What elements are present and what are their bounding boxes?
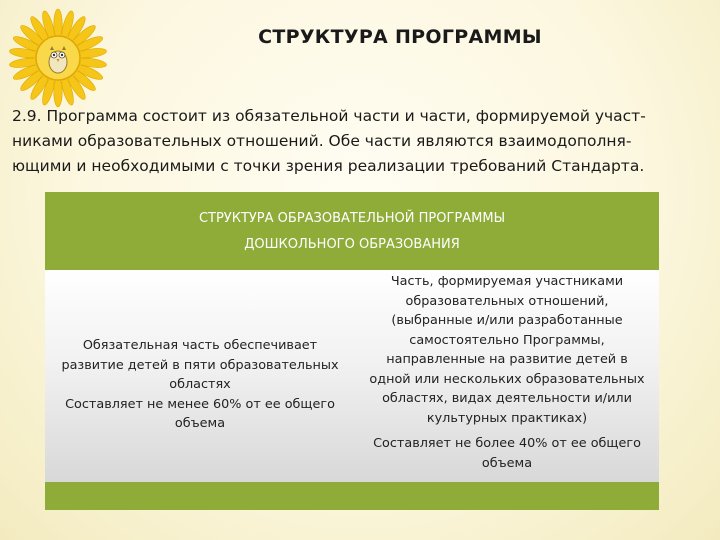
table-body [45,270,659,482]
cell-line: (выбранные и/или разработанные [391,313,623,328]
cell-line: культурных практиках) [426,410,588,426]
cell-line: объема [481,455,533,471]
paragraph-line: ющими и необходимыми с точки зрения реализации требований Стандарта. [12,157,645,175]
paragraph-line: 2.9. Программа состоит из обязательной части и части, формируемой участ- [12,107,646,125]
cell-line: областях [169,377,231,392]
paragraph-line: никами образовательных отношений. Обе части являются взаимодополня- [12,132,632,150]
sun-owl-logo [8,8,108,108]
table-footer-bar [45,482,659,510]
mandatory-part-cell [45,336,355,434]
cell-line: Составляет не более 40% от ее общего [373,436,641,451]
cell-line: направленные на развитие детей в [386,352,628,367]
cell-line: Составляет не менее 60% от ее общего [65,396,335,412]
page-title: СТРУКТУРА ПРОГРАММЫ [258,26,542,48]
table-header-line: ДОШКОЛЬНОГО ОБРАЗОВАНИЯ [244,237,460,252]
table-header-line: СТРУКТУРА ОБРАЗОВАТЕЛЬНОЙ ПРОГРАММЫ [198,211,506,226]
cell-line: Часть, формируемая участниками [390,274,624,289]
table-header [45,192,659,270]
cell-line: самостоятельно Программы, [409,332,605,348]
cell-line: областях, видах деятельности и/или [382,391,632,406]
cell-line: развитие детей в пяти образовательных [61,357,339,373]
cell-line: образовательных отношений, [405,293,609,309]
variable-part-cell [355,272,659,473]
cell-line: Обязательная часть обеспечивает [82,338,318,353]
cell-line: одной или нескольких образовательных [369,371,645,387]
intro-paragraph [12,104,712,179]
structure-table [45,192,659,510]
cell-line: объема [174,416,226,431]
